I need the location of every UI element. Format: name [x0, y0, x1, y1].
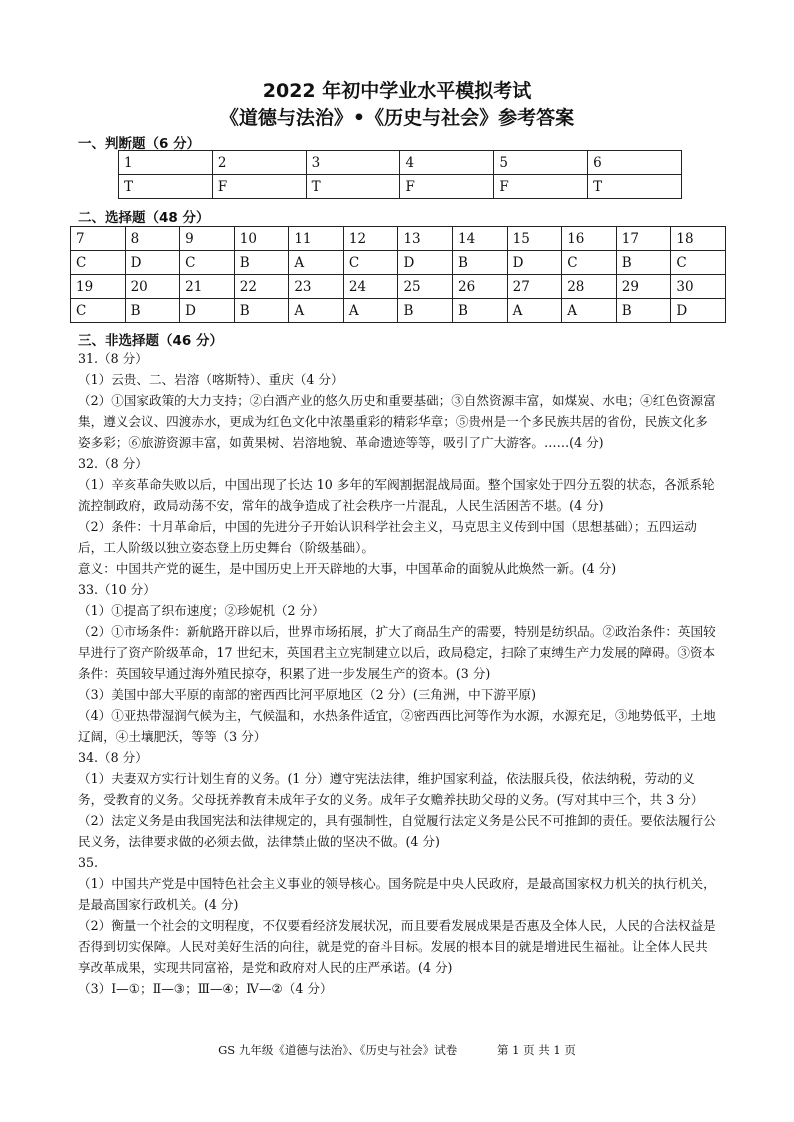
answer-paragraph: 31.（8 分） [78, 351, 148, 366]
answer-cell: B [453, 299, 508, 323]
page-footer [0, 1042, 794, 1058]
answer-paragraph: 意义：中国共产党的诞生，是中国历史上开天辟地的大事，中国革命的面貌从此焕然一新。(4 分) [78, 561, 617, 576]
question-number-cell: 21 [180, 275, 235, 299]
question-number-cell: 17 [616, 227, 671, 251]
question-number-cell: 14 [453, 227, 508, 251]
question-number-cell: 11 [289, 227, 344, 251]
question-number-cell: 27 [507, 275, 562, 299]
answer-paragraph: 32.（8 分） [78, 456, 148, 471]
question-number-cell: 18 [671, 227, 726, 251]
answer-cell: T [306, 175, 400, 199]
answer-cell: F [494, 175, 588, 199]
question-number-cell: 4 [400, 151, 494, 175]
answer-paragraph: （3）美国中部大平原的南部的密西西比河平原地区（2 分）(三角洲，中下游平原) [78, 687, 537, 702]
answer-paragraph: （1）辛亥革命失败以后，中国出现了长达 10 多年的军阀割据混战局面。整个国家处于四分五裂的状态，各派系轮流控制政府，政局动荡不安，常年的战争造成了社会秩序一片混乱，人民生活困苦不堪。(4 分) [78, 477, 715, 513]
answer-cell: C [671, 251, 726, 275]
question-number-cell: 9 [180, 227, 235, 251]
answer-cell: F [212, 175, 306, 199]
answer-key-title: 《道德与法治》•《历史与社会》参考答案 [219, 107, 575, 129]
question-number-cell: 26 [453, 275, 508, 299]
answer-paragraph: （2）衡量一个社会的文明程度，不仅要看经济发展状况，而且要看发展成果是否惠及全体人民，人民的合法权益是否得到切实保障。人民对美好生活的向往，就是党的奋斗目标。发展的根本目的就是增进民生福祉。让全体人民共享改革成果，实现共同富裕，是党和政府对人民的庄严承诺。(4 分) [78, 918, 716, 975]
answer-cell: D [671, 299, 726, 323]
question-number-cell: 6 [588, 151, 682, 175]
answer-cell: C [343, 251, 398, 275]
answer-cell: B [234, 251, 289, 275]
question-number-cell: 29 [616, 275, 671, 299]
section-judgement-heading: 一、判断题（6 分） [78, 136, 201, 152]
answer-paragraph: （3）Ⅰ—①；Ⅱ—③；Ⅲ—④；Ⅳ—②（4 分） [78, 981, 333, 996]
answer-cell: T [588, 175, 682, 199]
answer-cell: D [125, 251, 180, 275]
answer-cell: D [507, 251, 562, 275]
question-number-cell: 12 [343, 227, 398, 251]
answer-cell: C [562, 251, 617, 275]
question-number-cell: 5 [494, 151, 588, 175]
answer-cell: B [234, 299, 289, 323]
answer-paragraph: （1）夫妻双方实行计划生育的义务。(1 分）遵守宪法法律，维护国家利益，依法服兵役，依法纳税，劳动的义务，受教育的义务。父母抚养教育未成年子女的义务。成年子女赡养扶助父母的义务。(写对其中三个，共 3 分） [78, 771, 704, 807]
question-number-cell: 3 [306, 151, 400, 175]
question-number-cell: 23 [289, 275, 344, 299]
question-number-cell: 24 [343, 275, 398, 299]
footer-page-number: 第 1 页 共 1 页 [496, 1043, 576, 1057]
answer-cell: B [616, 251, 671, 275]
question-number-cell: 8 [125, 227, 180, 251]
question-number-cell: 25 [398, 275, 453, 299]
answer-paragraph: （1）云贵、二、岩溶（喀斯特）、重庆（4 分） [78, 372, 344, 387]
exam-title: 2022 年初中学业水平模拟考试 [262, 80, 532, 102]
question-number-cell: 28 [562, 275, 617, 299]
answer-paragraph: （1）①提高了织布速度；②珍妮机（2 分） [78, 603, 325, 618]
answer-cell: C [71, 251, 126, 275]
judgement-answer-table [118, 150, 682, 199]
answer-cell: B [398, 299, 453, 323]
question-number-cell: 16 [562, 227, 617, 251]
answer-paragraph: （2）①市场条件：新航路开辟以后，世界市场拓展，扩大了商品生产的需要，特别是纺织品。②政治条件：英国较早进行了资产阶级革命，17 世纪末，英国君主立宪制建立以后，政局稳定，扫除了束缚生产力发展的障碍。③资本条件：英国较早通过海外殖民掠夺，积累了进一步发展生产的资本。(3 分) [78, 624, 716, 681]
answer-cell: C [71, 299, 126, 323]
section-nonchoice-heading: 三、非选择题（46 分） [78, 333, 223, 349]
answer-cell: A [507, 299, 562, 323]
answer-cell: F [400, 175, 494, 199]
question-number-cell: 2 [212, 151, 306, 175]
question-number-cell: 22 [234, 275, 289, 299]
question-number-cell: 10 [234, 227, 289, 251]
answer-paragraph: （2）法定义务是由我国宪法和法律规定的，具有强制性，自觉履行法定义务是公民不可推卸的责任。要依法履行公民义务，法律要求做的必须去做，法律禁止做的坚决不做。(4 分) [78, 813, 716, 849]
question-number-cell: 15 [507, 227, 562, 251]
question-number-cell: 7 [71, 227, 126, 251]
question-number-cell: 19 [71, 275, 126, 299]
answer-cell: B [616, 299, 671, 323]
question-number-cell: 30 [671, 275, 726, 299]
answer-cell: D [398, 251, 453, 275]
answer-paragraph: （2）条件：十月革命后，中国的先进分子开始认识科学社会主义，马克思主义传到中国（思想基础）；五四运动后，工人阶级以独立姿态登上历史舞台（阶级基础）。 [78, 519, 697, 555]
answer-cell: B [125, 299, 180, 323]
answer-cell: A [289, 251, 344, 275]
section-choice-heading: 二、选择题（48 分） [78, 210, 210, 226]
answer-cell: A [289, 299, 344, 323]
answer-cell: C [180, 251, 235, 275]
answer-paragraph: （4）①亚热带湿润气候为主，气候温和，水热条件适宜，②密西西比河等作为水源，水源充足，③地势低平，土地辽阔，④土壤肥沃，等等（3 分） [78, 708, 716, 744]
answer-paragraph: （1）中国共产党是中国特色社会主义事业的领导核心。国务院是中央人民政府，是最高国家权力机关的执行机关，是最高国家行政机关。(4 分) [78, 876, 716, 912]
question-number-cell: 20 [125, 275, 180, 299]
footer-exam-name: GS 九年级《道德与法治》、《历史与社会》试卷 [218, 1043, 458, 1057]
answer-cell: B [453, 251, 508, 275]
answer-paragraph: 35. [78, 855, 99, 870]
answer-paragraph: （2）①国家政策的大力支持；②白酒产业的悠久历史和重要基础；③自然资源丰富，如煤炭、水电；④红色资源富集，遵义会议、四渡赤水，更成为红色文化中浓墨重彩的精彩华章；⑤贵州是一个多民族共居的省份，民族文化多姿多彩；⑥旅游资源丰富，如黄果树、岩溶地貌、革命遗迹等等，吸引了广大游客。……(4 分) [78, 393, 716, 450]
question-number-cell: 1 [119, 151, 213, 175]
answer-cell: T [119, 175, 213, 199]
answers-body [78, 348, 720, 999]
question-number-cell: 13 [398, 227, 453, 251]
answer-cell: A [562, 299, 617, 323]
answer-cell: A [343, 299, 398, 323]
answer-paragraph: 33.（10 分） [78, 582, 156, 597]
answer-paragraph: 34.（8 分） [78, 750, 148, 765]
answer-cell: D [180, 299, 235, 323]
choice-answer-table [70, 226, 726, 323]
